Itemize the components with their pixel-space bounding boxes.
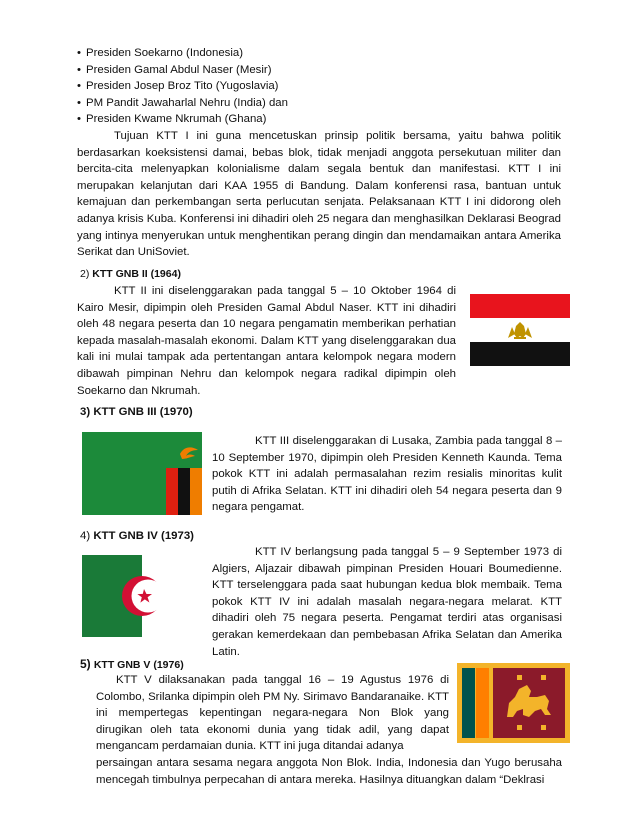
section-heading-ktt5: 5) KTT GNB V (1976)	[80, 657, 184, 671]
list-item: • Presiden Gamal Abdul Naser (Mesir)	[77, 62, 557, 79]
list-item: • PM Pandit Jawaharlal Nehru (India) dan	[77, 95, 557, 112]
list-item: • Presiden Kwame Nkrumah (Ghana)	[77, 111, 557, 128]
section-heading-ktt2: 2) KTT GNB II (1964)	[80, 268, 181, 280]
section-heading-ktt3: 3) KTT GNB III (1970)	[80, 406, 193, 418]
ktt1-paragraph: Tujuan KTT I ini guna mencetuskan prinsip politik bersama, yaitu bahwa politik berdasarkan koeksistensi damai, bebas blok, tidak menjadi anggota persekutuan militer dan bercita-cita melenyapkan kolonialisme dalam segala bentuk dan manifestasi. KTT I ini merupakan kelanjutan dari KAA 1955 di Bandung. Dalam konferensi rasa, bantuan untuk kemajuan dan perkembangan serta perlucutan senjata. Pelaksanaan KTT I ini didorong oleh adanya krisis Kuba. Konferensi ini dihadiri oleh 25 negara dan menghasilkan Deklarasi Beograd yang intinya menyerukan untuk menghentikan perang dingin dan mendamaikan antara Amerika Serikat dan UniSoviet.	[77, 130, 561, 259]
list-item: • Presiden Soekarno (Indonesia)	[77, 45, 557, 62]
ktt5-paragraph-a: KTT V dilaksanakan pada tanggal 16 – 19 Agustus 1976 di Colombo, Srilanka dipimpin oleh PM Ny. Sirimavo Bandaranaike. KTT ini mempertegas kepentingan negara-negara Non Blok yang dirugikan oleh tata ekonomi dunia yang tidak adil, yang dapat mengancam perdamaian dunia. KTT ini juga ditandai adanya	[96, 674, 449, 753]
ktt2-paragraph: KTT II ini diselenggarakan pada tanggal 5 – 10 Oktober 1964 di Kairo Mesir, dipimpin oleh Presiden Gamal Abdul Naser. KTT ini dihadiri oleh 48 negara peserta dan 10 negara pengamatin memberikan perhatian kepada masalah-masalah ekonomi. Dalam KTT yang diselenggarakan dua kali ini mulai tampak ada pertentangan antara kelompok negara modern dibawah pimpinan Nehru dan kelompok negara radikal dipimpin oleh Soekarno dan Nkrumah.	[77, 285, 456, 397]
srilanka-flag	[457, 663, 570, 743]
section-heading-ktt4: 4) KTT GNB IV (1973)	[80, 530, 194, 542]
ktt3-paragraph: KTT III diselenggarakan di Lusaka, Zambia pada tanggal 8 – 10 September 1970, dipimpin oleh Presiden Kenneth Kaunda. Tema pokok KTT ini adalah permasalahan rezim resialis minoritas kulit putih di Afrika Selatan. KTT ini dihadiri oleh 54 negara peserta dan 9 negara pengamat.	[212, 435, 562, 514]
algeria-flag	[82, 555, 202, 637]
ktt5-paragraph-b: persaingan antara sesama negara anggota Non Blok. India, Indonesia dan Yugo berusaha mencegah timbulnya perpecahan di antara mereka. Hasilnya dituangkan dalam “Deklrasi	[96, 757, 562, 786]
egypt-flag	[470, 294, 570, 366]
zambia-flag	[82, 432, 202, 515]
ktt4-paragraph: KTT IV berlangsung pada tanggal 5 – 9 September 1973 di Algiers, Aljazair dibawah pimpinan Presiden Houari Boumedienne. KTT terselenggara pada saat hubungan kedua blok membaik. Tema pokok KTT IV ini adalah masalah negara-negara melarat. KTT dihadiri oleh 75 negara peserta. Pengamat terdiri atas organisasi gerakan kemerdekaan dan pembebasan Afrika Selatan dan Amerika Latin.	[212, 546, 562, 658]
participants-list	[77, 45, 557, 128]
list-item: • Presiden Josep Broz Tito (Yugoslavia)	[77, 78, 557, 95]
